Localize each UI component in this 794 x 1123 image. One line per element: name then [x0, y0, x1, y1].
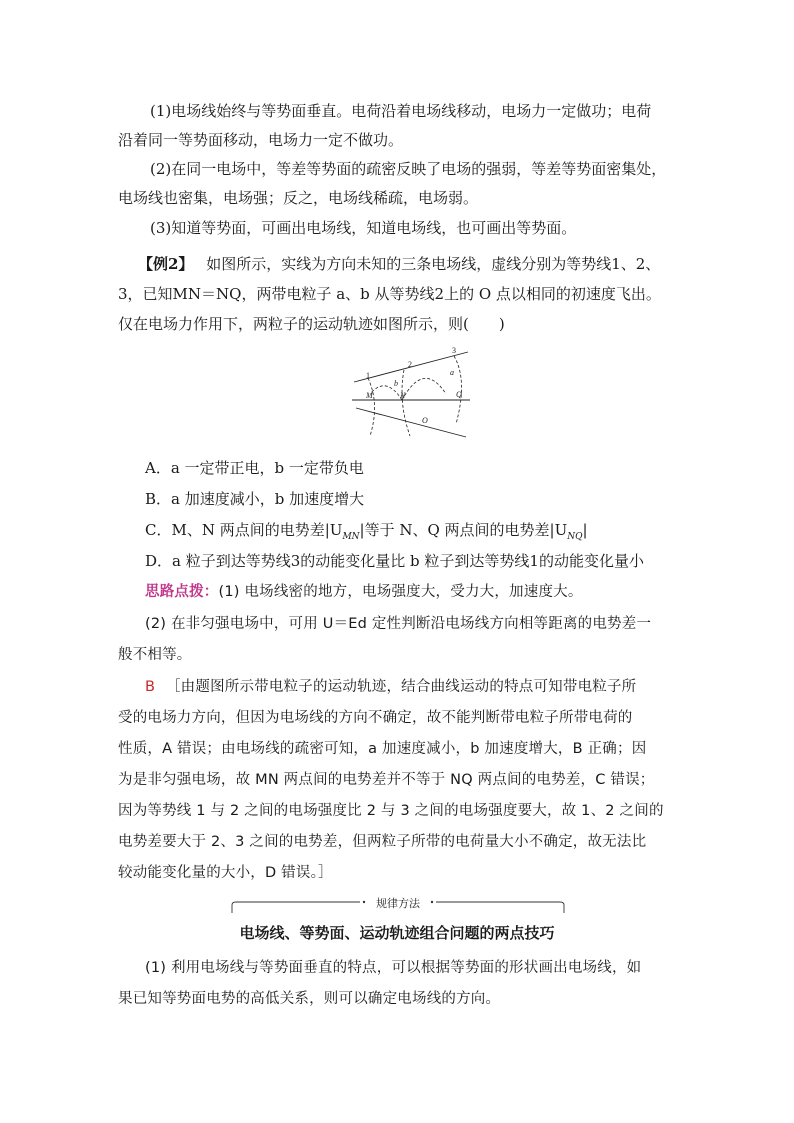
- label-Q: Q: [456, 390, 462, 399]
- answer-line-1: [145, 677, 636, 697]
- hint-p2-line-2: 般不相等。: [118, 647, 192, 663]
- option-d: D．a 粒子到达等势线3的动能变化量比 b 粒子到达等势线1的动能变化量小: [145, 552, 644, 570]
- example-line-3: 仅在电场力作用下，两粒子的运动轨迹如图所示，则( ): [118, 315, 505, 333]
- hint-label: 思路点拨：: [145, 584, 219, 600]
- label-3: 3: [452, 346, 456, 355]
- answer-line-4: 为是非匀强电场，故 MN 两点间的电势差并不等于 NQ 两点间的电势差，C 错误；: [118, 772, 655, 788]
- label-a: a: [450, 368, 454, 377]
- option-c-sub-nq: NQ: [567, 532, 583, 542]
- equipotential-2: [402, 370, 410, 436]
- answer-letter: B: [145, 679, 156, 695]
- example-tag: 【例2】: [138, 255, 194, 273]
- label-1: 1: [366, 371, 370, 380]
- method-banner: [230, 897, 566, 915]
- method-banner-label: 规律方法: [376, 897, 420, 910]
- option-a: A．a 一定带正电，b 一定带负电: [145, 459, 364, 477]
- answer-text-1: ［由题图所示带电粒子的运动轨迹，结合曲线运动的特点可知带电粒子所: [165, 679, 637, 695]
- answer-line-2: 受的电场力方向，但因为电场线的方向不确定，故不能判断带电粒子所带电荷的: [118, 710, 633, 726]
- label-b: b: [394, 379, 398, 388]
- note-3: (3)知道等势面，可画出电场线，知道电场线，也可画出等势面。: [150, 219, 577, 237]
- label-N: N: [400, 391, 406, 400]
- equipotential-1: [368, 378, 375, 436]
- label-2: 2: [408, 360, 412, 369]
- method-heading: 电场线、等势面、运动轨迹组合问题的两点技巧: [239, 924, 555, 942]
- option-c-mid: |等于 N、Q 两点间的电势差|U: [359, 521, 568, 539]
- answer-line-7: 较动能变化量的大小，D 错误。］: [118, 865, 333, 881]
- example-line-2: 3，已知MN＝NQ，两带电粒子 a、b 从等势线2上的 O 点以相同的初速度飞出。: [118, 285, 661, 303]
- option-b: B．a 加速度减小，b 加速度增大: [145, 490, 365, 508]
- answer-line-5: 因为等势线 1 与 2 之间的电场强度比 2 与 3 之间的电场强度要大，故 1、2 之间的: [118, 803, 664, 819]
- example-text-1: 如图所示，实线为方向未知的三条电场线，虚线分别为等势线1、2、: [206, 255, 661, 273]
- note-2-line-1: (2)在同一电场中，等差等势面的疏密反映了电场的强弱，等差等势面密集处，: [150, 160, 667, 178]
- note-1-line-2: 沿着同一等势面移动，电场力一定不做功。: [118, 131, 404, 149]
- method-p1-line-2: 果已知等势面电势的高低关系，则可以确定电场线的方向。: [118, 991, 501, 1007]
- option-c-pre: C．M、N 两点间的电势差|U: [145, 521, 343, 539]
- hint-p1: (1) 电场线密的地方，电场强度大，受力大，加速度大。: [218, 584, 583, 600]
- option-c-post: |: [582, 521, 588, 539]
- option-c-sub-mn: MN: [342, 532, 360, 542]
- label-O: O: [422, 416, 428, 425]
- label-M: M: [366, 391, 373, 400]
- option-c: [145, 520, 588, 547]
- answer-line-3: 性质，A 错误；由电场线的疏密可知，a 加速度减小，b 加速度增大，B 正确；因: [118, 741, 647, 757]
- example-line-1: [138, 254, 660, 274]
- trajectory-a: [402, 378, 446, 400]
- method-p1-line-1: (1) 利用电场线与等势面垂直的特点，可以根据等势面的形状画出电场线，如: [145, 960, 642, 976]
- field-line-bottom: [356, 408, 466, 437]
- field-line-figure: [346, 340, 476, 440]
- note-1-line-1: (1)电场线始终与等势面垂直。电荷沿着电场线移动，电场力一定做功；电荷: [150, 102, 652, 120]
- hint-line-1: [145, 582, 583, 602]
- answer-line-6: 电势差要大于 2、3 之间的电势差，但两粒子所带的电荷量大小不确定，故无法比: [118, 834, 647, 850]
- hint-p2-line-1: (2) 在非匀强电场中，可用 U＝Ed 定性判断沿电场线方向相等距离的电势差一: [145, 616, 652, 632]
- note-2-line-2: 电场线也密集，电场强；反之，电场线稀疏，电场弱。: [118, 189, 479, 207]
